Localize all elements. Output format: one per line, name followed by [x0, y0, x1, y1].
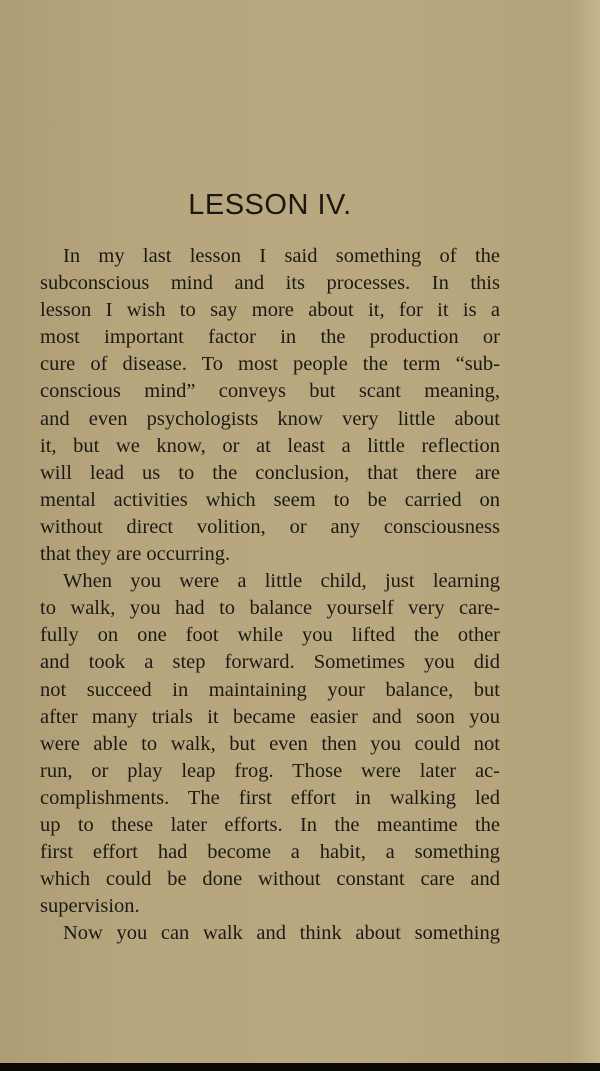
text-line: after many trials it became easier and soon you	[40, 705, 500, 728]
text-line: fully on one foot while you lifted the other	[40, 624, 500, 647]
text-line: cure of disease. To most people the term “sub-	[40, 353, 500, 376]
paragraph-first-line: In my last lesson I said something of the	[63, 245, 500, 267]
text-line: and even psychologists know very little about	[40, 407, 500, 430]
lesson-title: LESSON IV.	[188, 189, 352, 221]
paragraph-first-line: Now you can walk and think about something	[63, 922, 500, 945]
text-line: mental activities which seem to be carried on	[40, 488, 500, 511]
text-line: which could be done without constant care and	[40, 868, 500, 891]
text-line: without direct volition, or any consciousness	[40, 515, 500, 538]
text-line: first effort had become a habit, a something	[40, 841, 500, 864]
text-line: were able to walk, but even then you could not	[40, 732, 500, 755]
text-line: subconscious mind and its processes. In this	[40, 272, 500, 295]
text-line: conscious mind” conveys but scant meaning,	[40, 380, 500, 403]
text-line: that they are occurring.	[40, 543, 231, 566]
text-line: to walk, you had to balance yourself very care-	[40, 597, 500, 620]
text-line: supervision.	[40, 895, 140, 918]
text-line: not succeed in maintaining your balance, but	[40, 678, 500, 701]
body-text	[40, 243, 500, 947]
text-line: most important factor in the production or	[40, 326, 500, 349]
text-line: complishments. The first effort in walking led	[40, 786, 500, 809]
paragraph-first-line: When you were a little child, just learning	[63, 570, 500, 593]
text-line: will lead us to the conclusion, that there are	[40, 461, 500, 484]
text-line: and took a step forward. Sometimes you did	[40, 651, 500, 674]
text-line: it, but we know, or at least a little reflection	[40, 434, 500, 457]
text-line: up to these later efforts. In the meantime the	[40, 813, 500, 836]
scan-border	[0, 1063, 600, 1071]
text-line: lesson I wish to say more about it, for it is a	[40, 299, 500, 322]
text-line: run, or play leap frog. Those were later ac-	[40, 759, 500, 782]
